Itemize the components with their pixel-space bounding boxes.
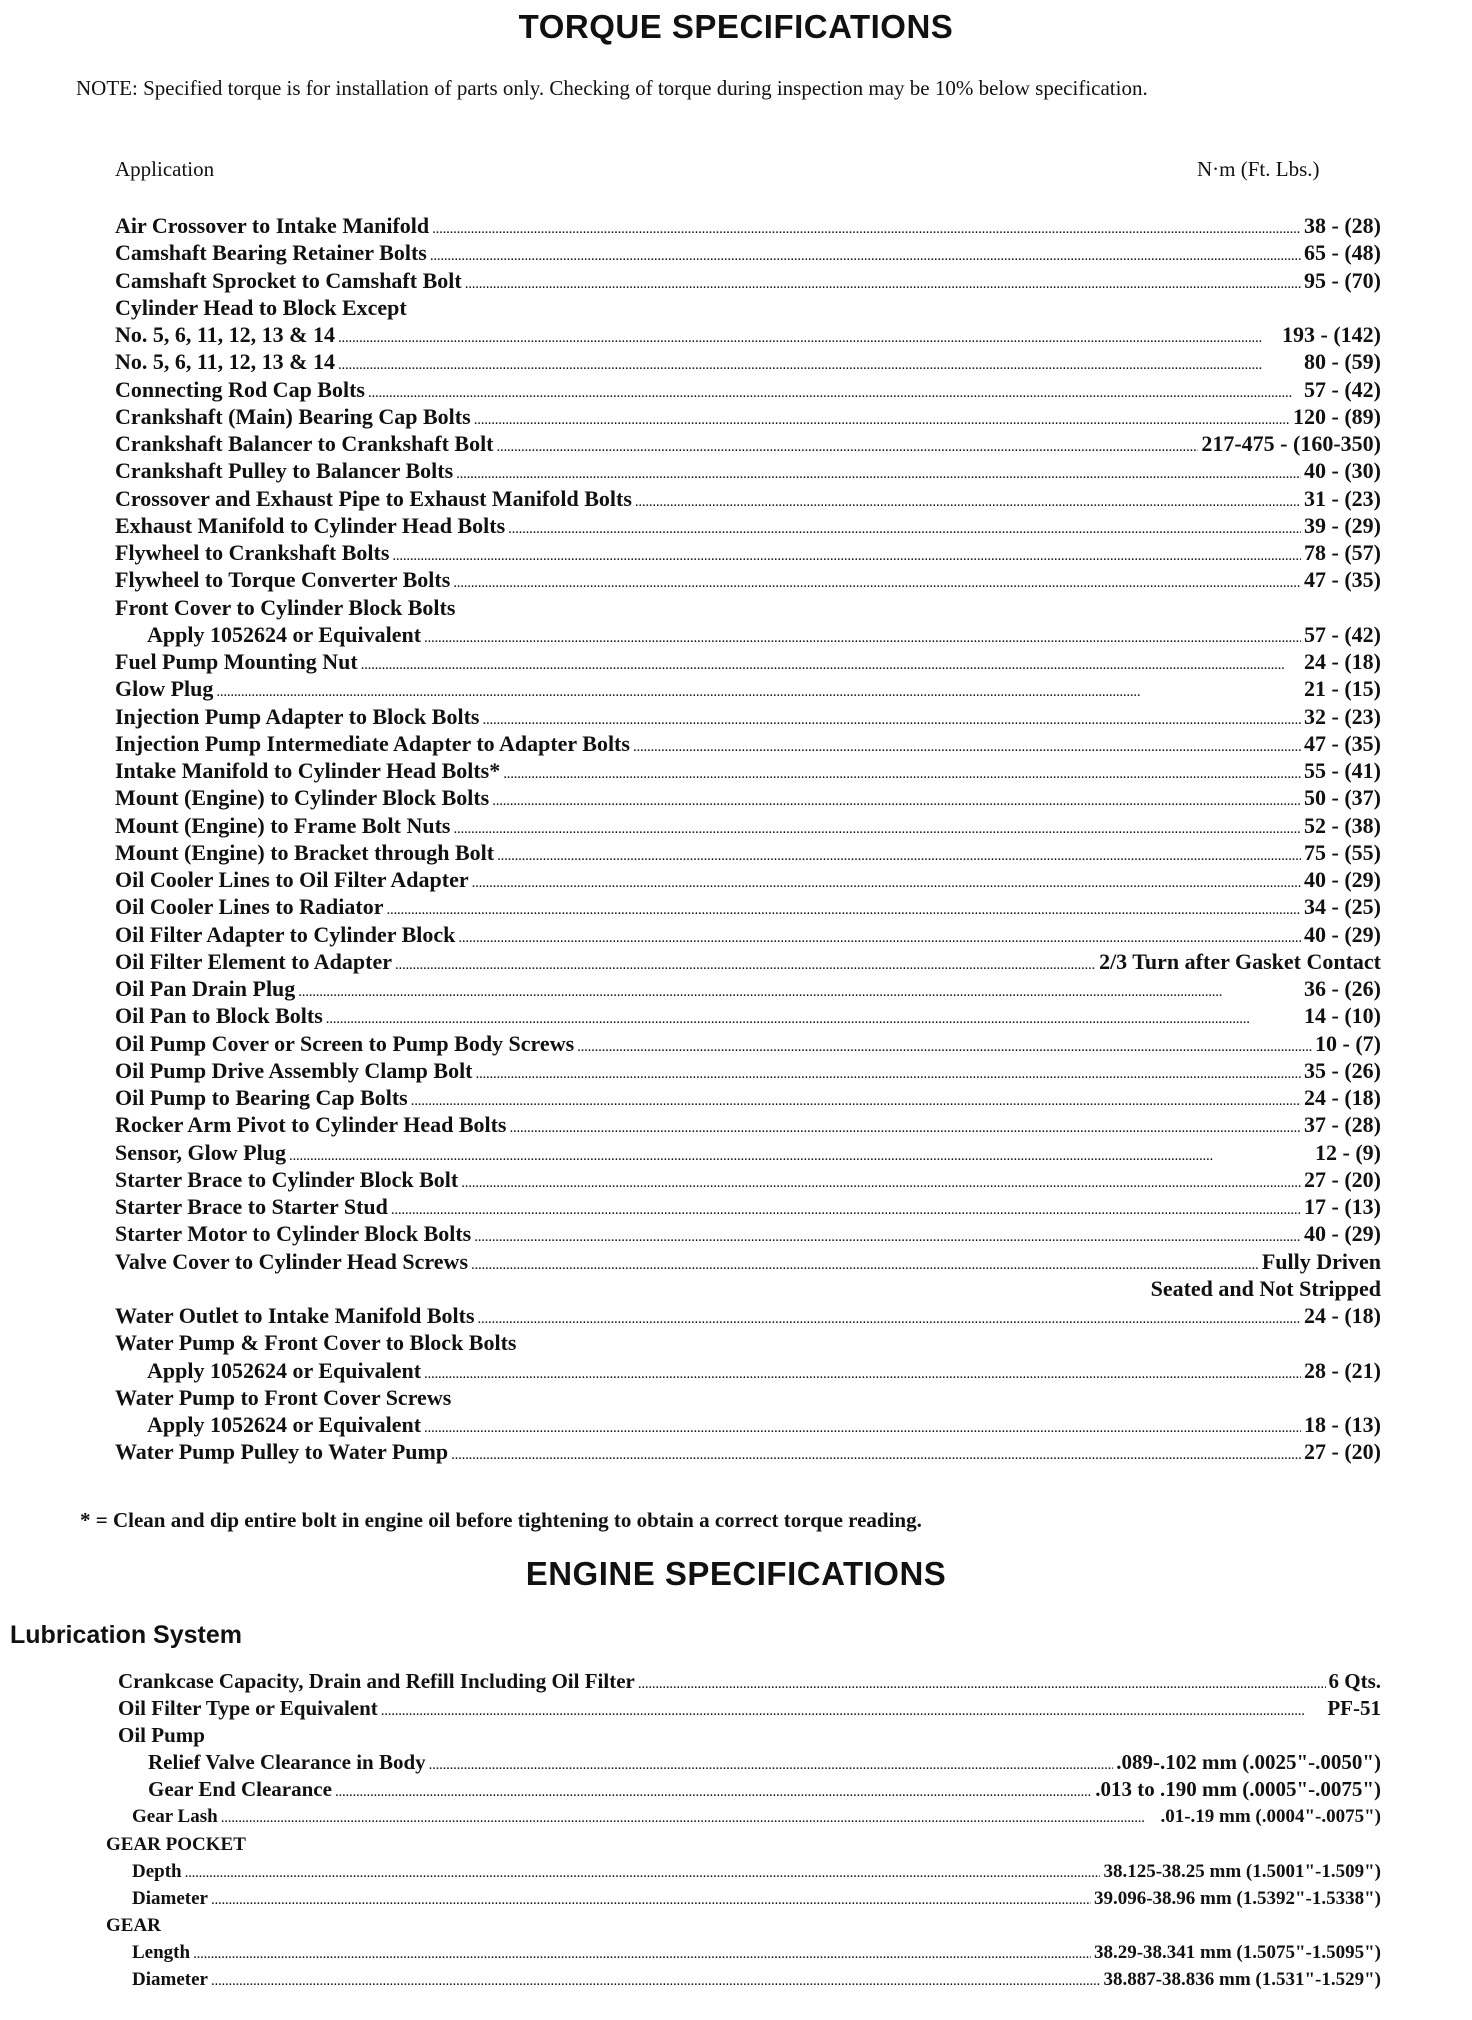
torque-row: Oil Pan Drain Plug . . . 36 - (26) <box>115 975 1381 1002</box>
torque-row: Glow Plug . . . 21 - (15) <box>115 675 1381 702</box>
spec-row: Depth . . . 38.125-38.25 mm (1.5001"-1.509") <box>118 1858 1381 1885</box>
torque-table <box>115 212 1381 1466</box>
column-header-units: N·m (Ft. Lbs.) <box>1197 157 1320 181</box>
torque-row: Mount (Engine) to Bracket through Bolt . . . 75 - (55) <box>115 839 1381 866</box>
torque-row: Seated and Not Stripped <box>1150 1275 1381 1301</box>
torque-row: Exhaust Manifold to Cylinder Head Bolts . . . 39 - (29) <box>115 512 1381 539</box>
torque-row: Oil Filter Element to Adapter . . . 2/3 Turn after Gasket Contact <box>115 948 1381 975</box>
torque-note: NOTE: Specified torque is for installation of parts only. Checking of torque during inspection may be 10% below specification. <box>76 76 1148 100</box>
torque-row: Crossover and Exhaust Pipe to Exhaust Manifold Bolts . . . 31 - (23) <box>115 485 1381 512</box>
spec-row: Crankcase Capacity, Drain and Refill Including Oil Filter . . . 6 Qts. <box>118 1668 1381 1695</box>
torque-row: Water Pump & Front Cover to Block Bolts <box>115 1330 517 1356</box>
torque-row: Crankshaft Balancer to Crankshaft Bolt . . . 217-475 - (160-350) <box>115 430 1381 457</box>
torque-row: Intake Manifold to Cylinder Head Bolts* . . . 55 - (41) <box>115 757 1381 784</box>
torque-specifications-title: TORQUE SPECIFICATIONS <box>518 8 954 45</box>
torque-row: Flywheel to Crankshaft Bolts . . . 78 - (57) <box>115 539 1381 566</box>
torque-row: No. 5, 6, 11, 12, 13 & 14 . . . 80 - (59) <box>115 348 1381 375</box>
torque-row: Apply 1052624 or Equivalent . . . 18 - (13) <box>115 1411 1381 1438</box>
torque-row: Crankshaft (Main) Bearing Cap Bolts . . . 120 - (89) <box>115 403 1381 430</box>
torque-row: Oil Pan to Block Bolts . . . 14 - (10) <box>115 1002 1381 1029</box>
torque-row: Camshaft Bearing Retainer Bolts . . . 65 - (48) <box>115 239 1381 266</box>
torque-row: Oil Pump Cover or Screen to Pump Body Screws . . . 10 - (7) <box>115 1030 1381 1057</box>
lubrication-table <box>106 1668 1381 1993</box>
torque-row: Oil Cooler Lines to Radiator . . . 34 - (25) <box>115 893 1381 920</box>
torque-row: Cylinder Head to Block Except <box>115 294 407 320</box>
spec-row: Diameter . . . 39.096-38.96 mm (1.5392"-1.5338") <box>118 1885 1381 1912</box>
torque-row: Front Cover to Cylinder Block Bolts <box>115 594 456 620</box>
torque-row: Oil Cooler Lines to Oil Filter Adapter . . . 40 - (29) <box>115 866 1381 893</box>
spec-row: Diameter . . . 38.887-38.836 mm (1.531"-1.529") <box>118 1966 1381 1993</box>
torque-row: Oil Filter Adapter to Cylinder Block . . . 40 - (29) <box>115 921 1381 948</box>
torque-row: Rocker Arm Pivot to Cylinder Head Bolts . . . 37 - (28) <box>115 1111 1381 1138</box>
torque-row: Air Crossover to Intake Manifold . . . 38 - (28) <box>115 212 1381 239</box>
spec-row: Length . . . 38.29-38.341 mm (1.5075"-1.5095") <box>118 1939 1381 1966</box>
torque-row: Oil Pump to Bearing Cap Bolts . . . 24 - (18) <box>115 1084 1381 1111</box>
torque-row: Apply 1052624 or Equivalent . . . 28 - (21) <box>115 1357 1381 1384</box>
torque-row: Flywheel to Torque Converter Bolts . . . 47 - (35) <box>115 566 1381 593</box>
spec-row: Relief Valve Clearance in Body . . . .089-.102 mm (.0025"-.0050") <box>118 1749 1381 1776</box>
torque-footnote: * = Clean and dip entire bolt in engine oil before tightening to obtain a correct torque reading. <box>80 1508 922 1532</box>
torque-row: Mount (Engine) to Frame Bolt Nuts . . . 52 - (38) <box>115 812 1381 839</box>
torque-row: Water Pump to Front Cover Screws <box>115 1384 452 1410</box>
torque-row: Mount (Engine) to Cylinder Block Bolts . . . 50 - (37) <box>115 784 1381 811</box>
torque-row: Water Outlet to Intake Manifold Bolts . . . 24 - (18) <box>115 1302 1381 1329</box>
torque-row: Starter Motor to Cylinder Block Bolts . . . 40 - (29) <box>115 1220 1381 1247</box>
torque-row: Oil Pump Drive Assembly Clamp Bolt . . . 35 - (26) <box>115 1057 1381 1084</box>
torque-row: Injection Pump Adapter to Block Bolts . . . 32 - (23) <box>115 703 1381 730</box>
spec-row: Oil Filter Type or Equivalent . . . PF-51 <box>118 1695 1381 1722</box>
torque-row: Valve Cover to Cylinder Head Screws . . . Fully Driven <box>115 1248 1381 1275</box>
torque-row: Fuel Pump Mounting Nut . . . 24 - (18) <box>115 648 1381 675</box>
torque-row: Connecting Rod Cap Bolts . . . 57 - (42) <box>115 376 1381 403</box>
torque-row: Starter Brace to Starter Stud . . . 17 - (13) <box>115 1193 1381 1220</box>
spec-row: GEAR <box>106 1914 161 1936</box>
torque-row: Injection Pump Intermediate Adapter to Adapter Bolts . . . 47 - (35) <box>115 730 1381 757</box>
torque-row: Water Pump Pulley to Water Pump . . . 27 - (20) <box>115 1438 1381 1465</box>
spec-row: Oil Pump <box>118 1723 205 1748</box>
spec-row: Gear Lash . . . .01-.19 mm (.0004"-.0075") <box>118 1803 1381 1830</box>
spec-row: GEAR POCKET <box>106 1833 246 1855</box>
torque-row: Starter Brace to Cylinder Block Bolt . . . 27 - (20) <box>115 1166 1381 1193</box>
torque-row: Apply 1052624 or Equivalent . . . 57 - (42) <box>115 621 1381 648</box>
torque-row: No. 5, 6, 11, 12, 13 & 14 . . . 193 - (142) <box>115 321 1381 348</box>
torque-row: Sensor, Glow Plug . . . 12 - (9) <box>115 1139 1381 1166</box>
torque-row: Crankshaft Pulley to Balancer Bolts . . . 40 - (30) <box>115 457 1381 484</box>
torque-row: Camshaft Sprocket to Camshaft Bolt . . . 95 - (70) <box>115 267 1381 294</box>
engine-specifications-title: ENGINE SPECIFICATIONS <box>525 1555 947 1592</box>
lubrication-system-heading: Lubrication System <box>10 1621 242 1649</box>
spec-row: Gear End Clearance . . . .013 to .190 mm (.0005"-.0075") <box>118 1776 1381 1803</box>
column-header-application: Application <box>115 157 215 181</box>
